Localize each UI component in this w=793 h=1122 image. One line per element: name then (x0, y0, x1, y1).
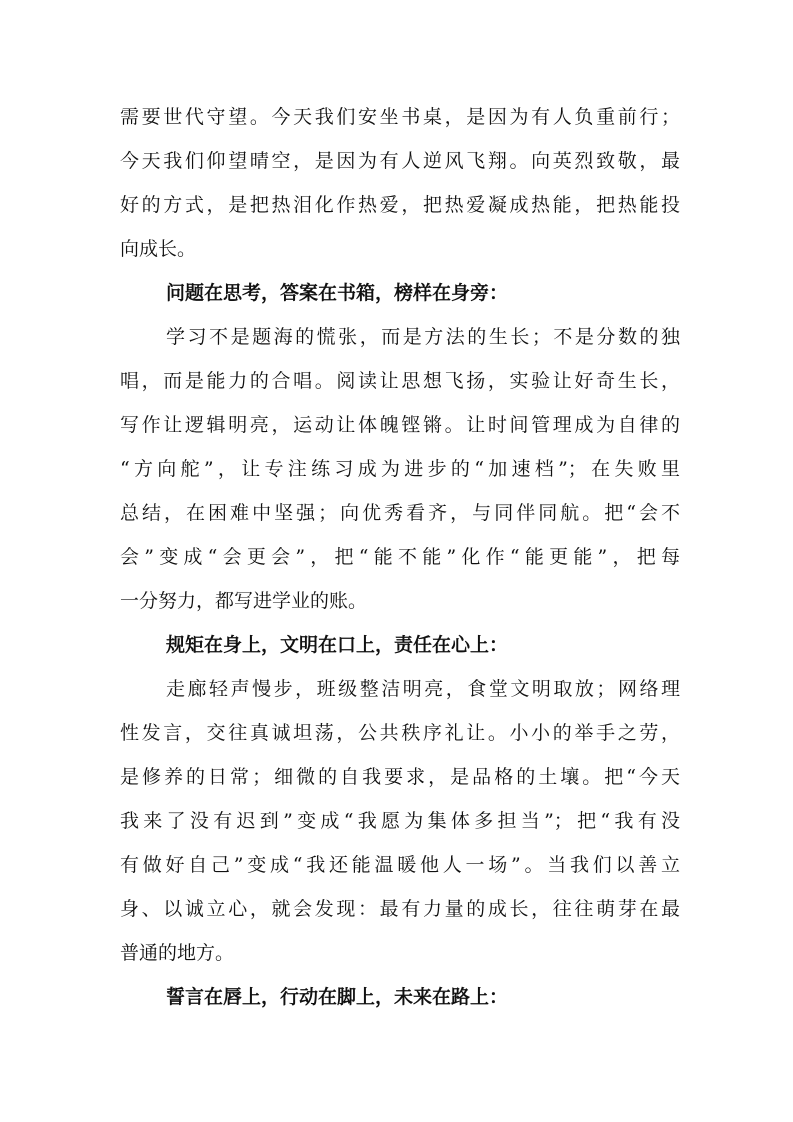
paragraph-line: 身、以诚立心，就会发现：最有力量的成长，往往萌芽在最 (120, 898, 680, 920)
paragraph-line: 普通的地方。 (120, 942, 235, 964)
section-heading: 问题在思考，答案在书箱，榜样在身旁： (166, 282, 509, 304)
paragraph-line: 好的方式，是把热泪化作热爱，把热爱凝成热能，把热能投 (120, 194, 680, 216)
section-heading: 规矩在身上，文明在口上，责任在心上： (166, 634, 509, 656)
paragraph-line: “方向舵”，让专注练习成为进步的“加速档”；在失败里 (120, 458, 680, 480)
paragraph-line: 向成长。 (120, 238, 197, 260)
paragraph-line: 总结，在困难中坚强；向优秀看齐，与同伴同航。把“会不 (120, 502, 680, 524)
paragraph-line: 走廊轻声慢步，班级整洁明亮，食堂文明取放；网络理 (166, 678, 680, 700)
paragraph-line: 有做好自己”变成“我还能温暖他人一场”。当我们以善立 (120, 854, 680, 876)
paragraph-line: 性发言，交往真诚坦荡，公共秩序礼让。小小的举手之劳， (120, 722, 680, 744)
paragraph-line: 学习不是题海的慌张，而是方法的生长；不是分数的独 (166, 326, 680, 348)
paragraph-line: 今天我们仰望晴空，是因为有人逆风飞翔。向英烈致敬，最 (120, 150, 680, 172)
paragraph-line: 我来了没有迟到”变成“我愿为集体多担当”；把“我有没 (120, 810, 680, 832)
paragraph-line: 是修养的日常；细微的自我要求，是品格的土壤。把“今天 (120, 766, 680, 788)
paragraph-line: 需要世代守望。今天我们安坐书桌，是因为有人负重前行； (120, 106, 680, 128)
paragraph-line: 写作让逻辑明亮，运动让体魄铿锵。让时间管理成为自律的 (120, 414, 680, 436)
paragraph-line: 会”变成“会更会”，把“能不能”化作“能更能”，把每 (120, 546, 680, 568)
paragraph-line: 唱，而是能力的合唱。阅读让思想飞扬，实验让好奇生长， (120, 370, 680, 392)
paragraph-line: 一分努力，都写进学业的账。 (120, 590, 368, 612)
section-heading: 誓言在唇上，行动在脚上，未来在路上： (166, 986, 509, 1008)
